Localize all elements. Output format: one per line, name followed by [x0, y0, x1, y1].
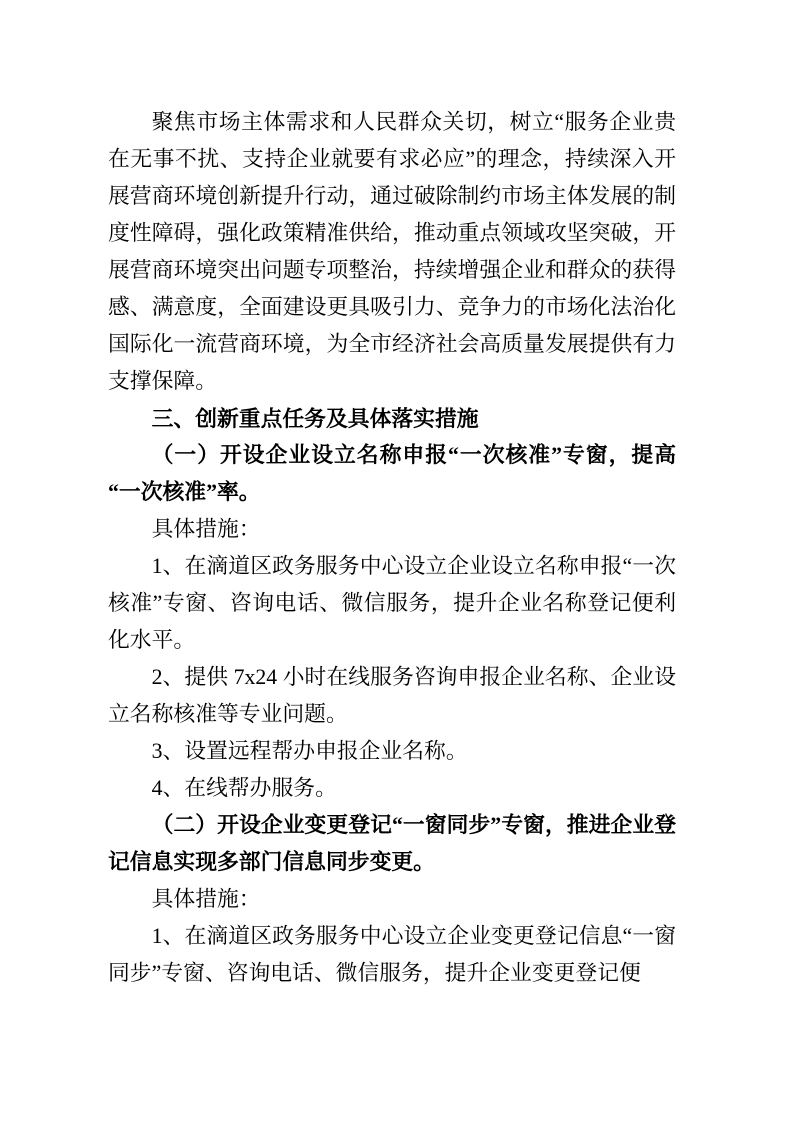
paragraph: 1、在滴道区政务服务中心设立企业设立名称申报“一次核准”专窗、咨询电话、微信服务，提升企业名称登记便利化水平。: [108, 554, 676, 652]
subsection-heading: （二）开设企业变更登记“一窗同步”专窗，推进企业登记信息实现多部门信息同步变更。: [108, 813, 676, 874]
paragraph: 具体措施：: [151, 887, 261, 911]
document-body: [108, 104, 676, 992]
paragraph: 4、在线帮办服务。: [151, 776, 337, 800]
paragraph: 聚焦市场主体需求和人民群众关切，树立“服务企业贵在无事不扰、支持企业就要有求必应”的理念，持续深入开展营商环境创新提升行动，通过破除制约市场主体发展的制度性障碍，强化政策精准供给，推动重点领域攻坚突破，开展营商环境突出问题专项整治，持续增强企业和群众的获得感、满意度，全面建设更具吸引力、竞争力的市场化法治化国际化一流营商环境，为全市经济社会高质量发展提供有力支撑保障。: [108, 110, 676, 393]
paragraph: 2、提供 7x24 小时在线服务咨询申报企业名称、企业设立名称核准等专业问题。: [108, 665, 676, 726]
paragraph: 3、设置远程帮办申报企业名称。: [151, 739, 468, 763]
subsection-heading: （一）开设企业设立名称申报“一次核准”专窗，提高“一次核准”率。: [108, 443, 676, 504]
section-heading: 三、创新重点任务及具体落实措施: [151, 406, 479, 431]
paragraph: 具体措施：: [151, 517, 261, 541]
paragraph: 1、在滴道区政务服务中心设立企业变更登记信息“一窗同步”专窗、咨询电话、微信服务，提升企业变更登记便: [108, 924, 676, 985]
